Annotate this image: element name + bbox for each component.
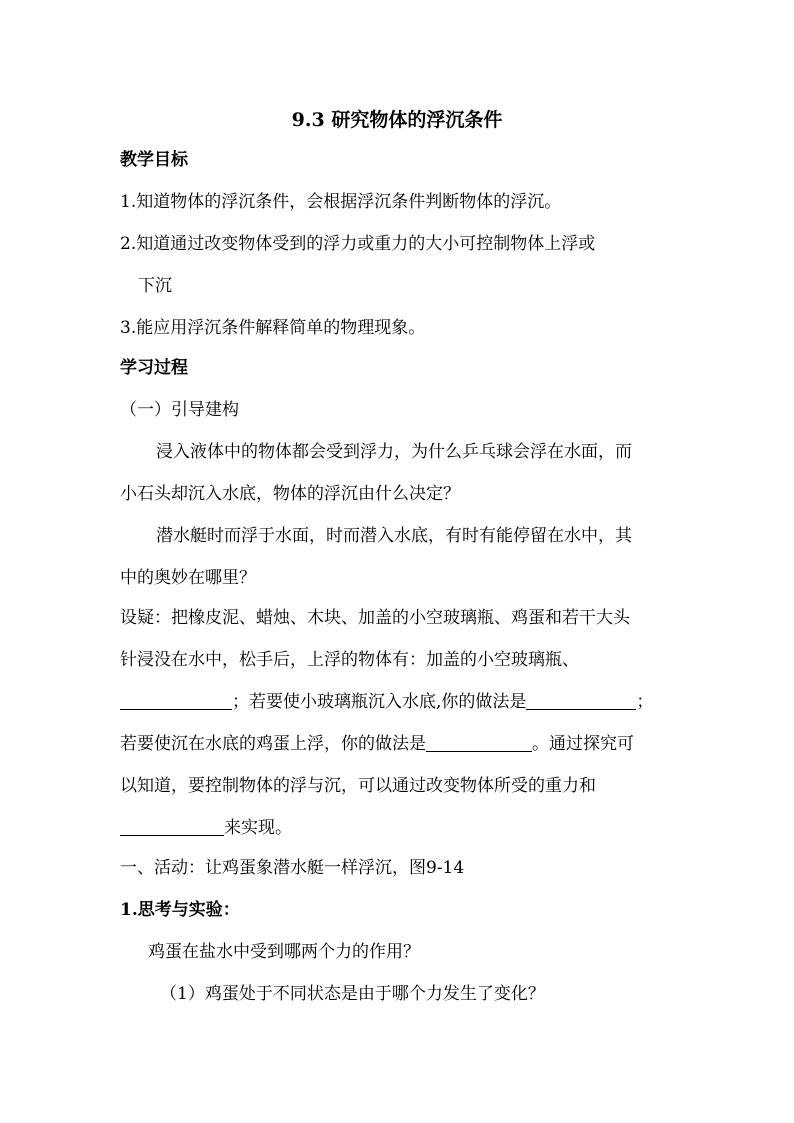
thinking-question-2: （1）鸡蛋处于不同状态是由于哪个力发生了变化？	[160, 984, 545, 1004]
goal-item-1: 1.知道物体的浮沉条件，会根据浮沉条件判断物体的浮沉。	[120, 192, 562, 212]
goal-item-3: 3.能应用浮沉条件解释简单的物理现象。	[120, 318, 426, 338]
answer-blank-1[interactable]	[120, 691, 232, 710]
subsection-heading: （一）引导建构	[120, 400, 239, 420]
paragraph-1-line1: 浸入液体中的物体都会受到浮力，为什么乒乓球会浮在水面，而	[156, 442, 632, 462]
answer-blank-4[interactable]	[120, 817, 224, 836]
question-text-3-end: ；	[636, 692, 654, 712]
question-line-2: 针浸没在水中，松手后，上浮的物体有：加盖的小空玻璃瓶、	[120, 650, 579, 670]
answer-blank-3[interactable]	[426, 733, 532, 752]
question-text-3: ；若要使小玻璃瓶沉入水底,你的做法是	[232, 692, 527, 712]
question-line-5: 以知道，要控制物体的浮与沉，可以通过改变物体所受的重力和	[120, 776, 596, 796]
question-line-1: 设疑：把橡皮泥、蜡烛、木块、加盖的小空玻璃瓶、鸡蛋和若干大头	[120, 608, 630, 628]
question-line-3	[120, 690, 653, 714]
thinking-question-1: 鸡蛋在盐水中受到哪两个力的作用？	[148, 942, 420, 962]
goal-item-2-line2: 下沉	[138, 276, 172, 296]
paragraph-2-line2: 中的奥妙在哪里？	[120, 568, 256, 588]
page-title: 9.3 研究物体的浮沉条件	[291, 109, 503, 131]
goal-item-2-line1: 2.知道通过改变物体受到的浮力或重力的大小可控制物体上浮或	[120, 234, 596, 254]
question-line-6	[120, 816, 292, 840]
activity-heading: 一、活动：让鸡蛋象潜水艇一样浮沉，图9-14	[120, 858, 465, 878]
section-heading-goals: 教学目标	[120, 150, 188, 170]
question-text-4: 若要使沉在水底的鸡蛋上浮，你的做法是	[120, 734, 426, 754]
question-text-4-end: 。通过探究可	[532, 734, 634, 754]
paragraph-1-line2: 小石头却沉入水底，物体的浮沉由什么决定？	[120, 484, 460, 504]
section-heading-process: 学习过程	[120, 358, 188, 378]
answer-blank-2[interactable]	[526, 691, 636, 710]
paragraph-2-line1: 潜水艇时而浮于水面，时而潜入水底，有时有能停留在水中，其	[156, 526, 632, 546]
step-heading: 1.思考与实验：	[120, 900, 240, 920]
question-line-4	[120, 732, 634, 756]
question-text-6: 来实现。	[224, 818, 292, 838]
